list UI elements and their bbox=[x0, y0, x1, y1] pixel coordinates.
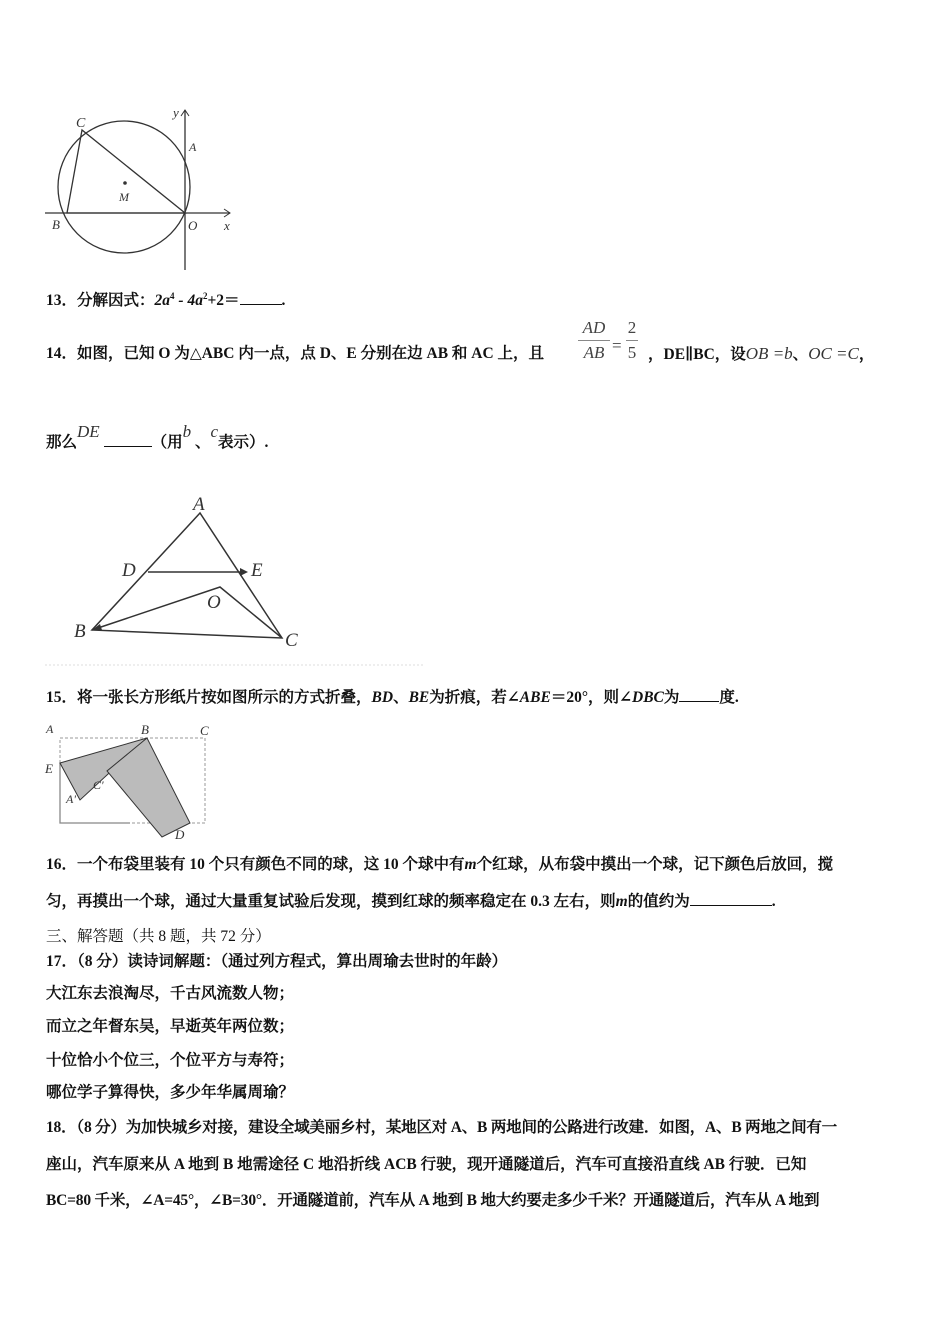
label-c: C bbox=[285, 630, 298, 651]
answer-blank[interactable] bbox=[679, 687, 719, 702]
answer-blank[interactable] bbox=[690, 891, 772, 906]
poem-line: 十位恰小个位三，个位平方与寿符； bbox=[46, 1052, 295, 1069]
q15-be: BE bbox=[408, 689, 430, 706]
label-c-prime: C' bbox=[93, 778, 104, 792]
question-13 bbox=[46, 286, 285, 311]
q15-angle2: ∠DBC bbox=[619, 689, 664, 706]
q13-exp2: 2 bbox=[202, 291, 208, 301]
q14-oc: OC =C bbox=[808, 344, 859, 363]
q15-text5: 度. bbox=[719, 689, 739, 706]
question-15 bbox=[46, 687, 739, 708]
question-14-line2 bbox=[46, 422, 269, 453]
q16-line2b: 的值约为 bbox=[627, 893, 690, 910]
q16-m: m bbox=[464, 856, 477, 873]
q14-text1: 如图，已知 O 为△ABC 内一点，点 D、E 分别在边 AB 和 AC 上，且 bbox=[77, 345, 545, 362]
frac-den: AB bbox=[583, 343, 605, 362]
question-14 bbox=[46, 344, 544, 364]
label-a: A bbox=[193, 494, 205, 515]
q15-bd: BD bbox=[371, 689, 394, 706]
q13-exp1: 4 bbox=[170, 291, 175, 301]
q16-line1: 16．一个布袋里装有 10 个只有颜色不同的球，这 10 个球中有 bbox=[46, 856, 465, 873]
q14-sep2: 、 bbox=[194, 434, 211, 451]
q14-sep: 、 bbox=[792, 346, 809, 363]
label-b: B bbox=[52, 217, 60, 232]
question-14-cont bbox=[648, 344, 874, 365]
q13-expr: 2a bbox=[154, 292, 171, 310]
question-17: 17．（8 分）读诗词解题：（通过列方程式，算出周瑜去世时的年龄） bbox=[46, 953, 508, 970]
label-c: C bbox=[200, 723, 209, 738]
q13-text: 分解因式： bbox=[77, 292, 155, 310]
q14-comma: ， bbox=[858, 346, 875, 363]
q16-line1b: 个红球，从布袋中摸出一个球，记下颜色后放回，搅 bbox=[476, 856, 834, 873]
q15-sep: 、 bbox=[393, 689, 409, 706]
q14-line2b: （用 bbox=[151, 434, 183, 451]
frac-bar bbox=[578, 340, 610, 341]
label-b: B bbox=[141, 722, 149, 737]
q15-text1: 将一张长方形纸片按如图所示的方式折叠， bbox=[77, 689, 372, 706]
label-y: y bbox=[173, 105, 179, 120]
question-16-line1 bbox=[46, 855, 833, 875]
label-o: O bbox=[207, 592, 221, 613]
folded-paper-figure bbox=[0, 715, 220, 845]
label-a: A bbox=[46, 722, 54, 736]
fraction-ad-ab bbox=[578, 318, 610, 363]
q13-end: . bbox=[281, 292, 286, 310]
frac2-bar bbox=[626, 340, 638, 341]
question-16-line2 bbox=[46, 891, 776, 912]
answer-blank[interactable] bbox=[104, 432, 152, 447]
q15-text2: 为折痕，若 bbox=[429, 689, 507, 706]
q16-m2: m bbox=[615, 893, 628, 910]
label-o: O bbox=[188, 218, 198, 233]
frac-eq: = bbox=[612, 336, 622, 355]
q13-tail: +2＝ bbox=[207, 292, 240, 310]
poem-line: 哪位学子算得快，多少年华属周瑜？ bbox=[46, 1084, 295, 1101]
q13-mid: - 4a bbox=[174, 292, 203, 310]
q14-line2c: 表示）. bbox=[218, 434, 269, 451]
question-18-line: 座山，汽车原来从 A 地到 B 地需途径 C 地沿折线 ACB 行驶，现开通隧道后，汽车可直接沿直线 AB 行驶．已知 bbox=[46, 1156, 807, 1173]
frac-num: AD bbox=[582, 318, 606, 337]
question-18-line: 18．（8 分）为加快城乡对接，建设全域美丽乡村，某地区对 A、B 两地间的公路进行改建．如图，A、B 两地之间有一 bbox=[46, 1119, 837, 1136]
q14-text2: ，DE∥BC，设 bbox=[648, 346, 746, 363]
frac2-num: 2 bbox=[627, 318, 637, 337]
label-a-prime: A' bbox=[66, 792, 76, 806]
poem-line: 而立之年督东吴，早逝英年两位数； bbox=[46, 1018, 295, 1035]
q14-b: b bbox=[182, 422, 192, 441]
label-b: B bbox=[74, 621, 86, 642]
q14-num: 14． bbox=[46, 345, 78, 362]
q16-line2: 匀，再摸出一个球，通过大量重复试验后发现，摸到红球的频率稳定在 0.3 左右，则 bbox=[46, 893, 616, 910]
q13-num: 13． bbox=[46, 292, 78, 310]
question-18-line: BC=80 千米，∠A=45°，∠B=30°．开通隧道前，汽车从 A 地到 B 地大约要走多少千米？开通隧道后，汽车从 A 地到 bbox=[46, 1192, 820, 1209]
q15-text4: 为 bbox=[663, 689, 680, 706]
q14-de: DE bbox=[77, 422, 100, 441]
label-d: D bbox=[122, 560, 136, 581]
q15-text3: ＝20°，则 bbox=[550, 689, 620, 706]
q14-ob: OB =b bbox=[745, 344, 793, 363]
triangle-abc-figure bbox=[0, 480, 440, 675]
label-x: x bbox=[224, 218, 230, 233]
label-c: C bbox=[76, 116, 86, 131]
label-a: A bbox=[189, 140, 197, 154]
q15-num: 15． bbox=[46, 689, 78, 706]
poem-line: 大江东去浪淘尽，千古风流数人物； bbox=[46, 985, 295, 1002]
q16-end: . bbox=[771, 893, 776, 910]
circle-coordinate-figure bbox=[0, 0, 260, 275]
label-e: E bbox=[251, 560, 263, 581]
label-m: M bbox=[119, 190, 129, 204]
section-heading: 三、解答题（共 8 题，共 72 分） bbox=[46, 928, 271, 945]
q15-angle1: ∠ABE bbox=[506, 689, 551, 706]
q14-line2a: 那么 bbox=[46, 434, 78, 451]
label-d: D bbox=[175, 827, 185, 842]
frac2-den: 5 bbox=[627, 343, 637, 362]
fraction-2-5 bbox=[626, 318, 638, 363]
label-e: E bbox=[45, 761, 53, 776]
q14-c: c bbox=[210, 422, 219, 441]
answer-blank[interactable] bbox=[240, 290, 282, 305]
